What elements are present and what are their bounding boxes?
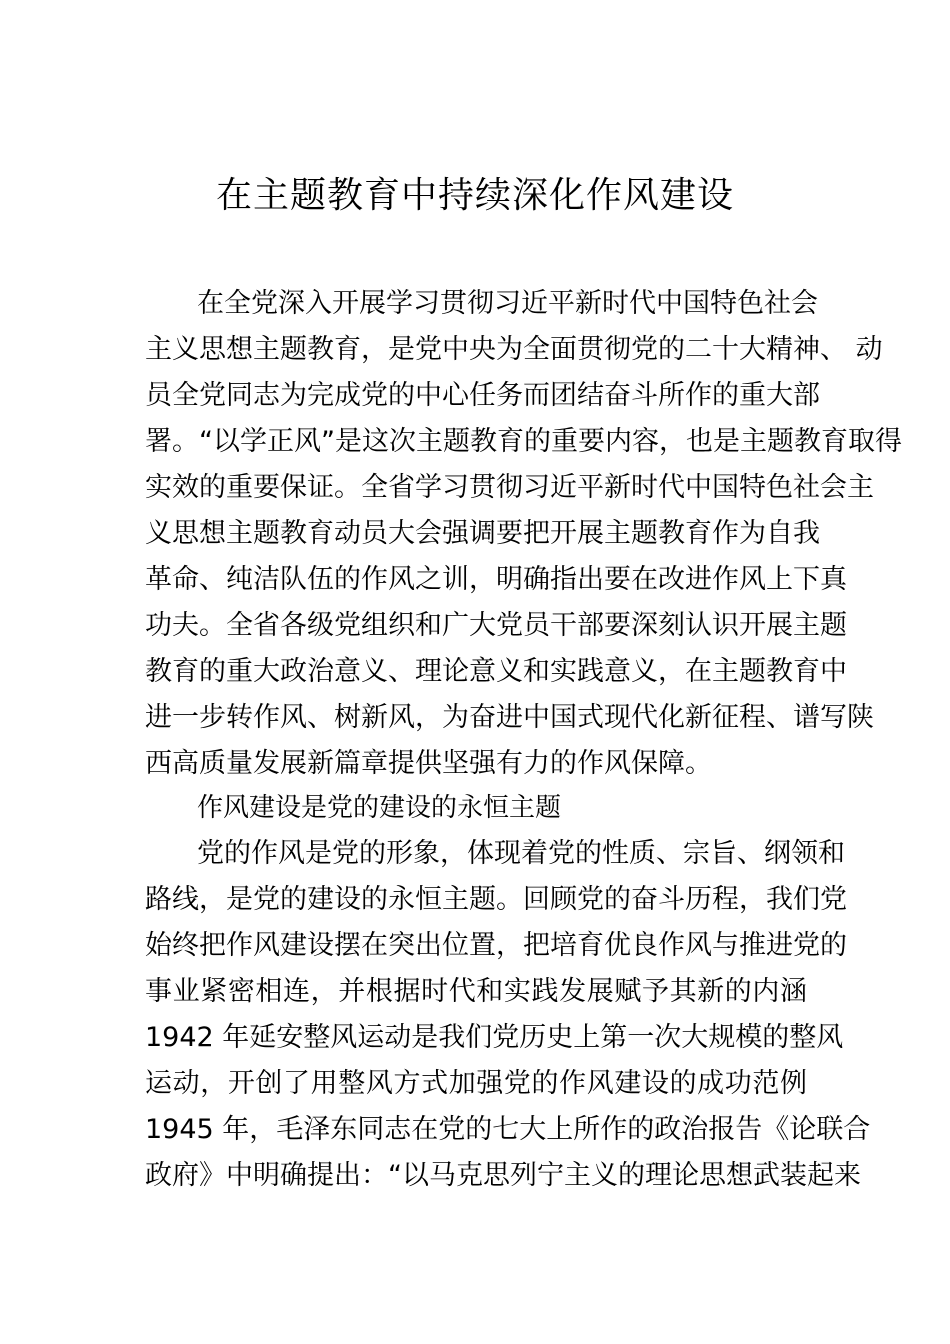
paragraph-line: 事业紧密相连，并根据时代和实践发展赋予其新的内涵 [145,976,807,1007]
paragraph-line: 党的作风是党的形象，体现着党的性质、宗旨、纲领和 [197,838,845,869]
paragraph-line: 路线，是党的建设的永恒主题。回顾党的奋斗历程，我们党 [145,884,847,915]
section-heading: 作风建设是党的建设的永恒主题 [197,793,562,823]
paragraph-line: 实效的重要保证。全省学习贯彻习近平新时代中国特色社会主 [145,472,874,503]
paragraph-line: 在全党深入开展学习贯彻习近平新时代中国特色社会 [197,288,818,319]
paragraph-line: 革命、纯洁队伍的作风之训，明确指出要在改进作风上下真 [145,564,847,595]
document-title: 在主题教育中持续深化作风建设 [215,175,734,216]
paragraph-line: 员全党同志为完成党的中心任务而团结奋斗所作的重大部 [145,380,820,411]
paragraph-line: 署。“以学正风”是这次主题教育的重要内容，也是主题教育取得 [145,426,902,457]
paragraph-line: 进一步转作风、树新风，为奋进中国式现代化新征程、谱写陕 [145,702,874,733]
paragraph-line: 义思想主题教育动员大会强调要把开展主题教育作为自我 [145,518,820,549]
paragraph-line: 1942 年延安整风运动是我们党历史上第一次大规模的整风 [145,1022,844,1053]
paragraph-line: 功夫。全省各级党组织和广大党员干部要深刻认识开展主题 [145,610,847,641]
paragraph-line: 教育的重大政治意义、理论意义和实践意义，在主题教育中 [145,656,847,687]
paragraph-line: 政府》中明确提出：“以马克思列宁主义的理论思想武装起来 [145,1160,861,1191]
paragraph-line: 主义思想主题教育，是党中央为全面贯彻党的二十大精神、 动 [145,334,883,365]
paragraph-line: 西高质量发展新篇章提供坚强有力的作风保障。 [145,748,712,779]
paragraph-line: 1945 年，毛泽东同志在党的七大上所作的政治报告《论联合 [145,1114,871,1145]
paragraph-line: 始终把作风建设摆在突出位置，把培育优良作风与推进党的 [145,930,847,961]
paragraph-line: 运动，开创了用整风方式加强党的作风建设的成功范例 [145,1068,807,1099]
